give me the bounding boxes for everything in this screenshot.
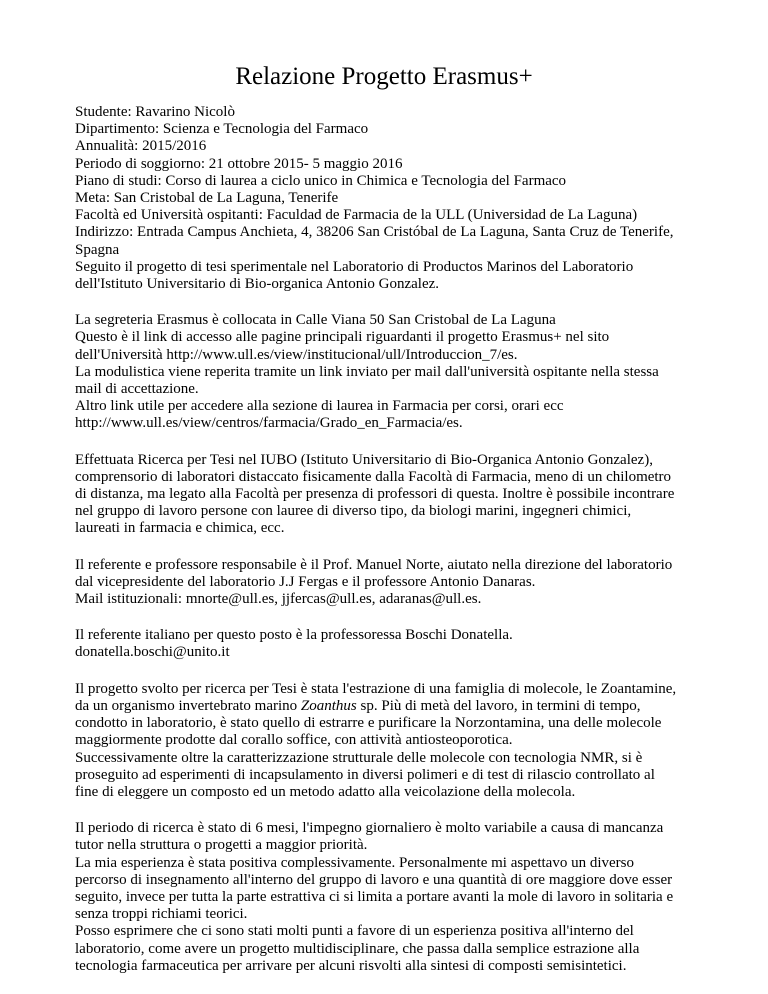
student-info-section xyxy=(75,104,728,293)
research-line-4: nel gruppo di lavoro persone con lauree di diverso tipo, da biologi marini, ingegneri chimici, xyxy=(75,503,632,520)
supervisor-line-2: dal vicepresidente del laboratorio J.J Fergas e il professore Antonio Danaras. xyxy=(75,573,536,590)
experience-line-1: Il periodo di ricerca è stato di 6 mesi, l'impegno giornaliero è molto variabile a causa di mancanza xyxy=(75,820,664,837)
italian-contact-section xyxy=(75,627,728,661)
experience-line-4: percorso di insegnamento all'interno del gruppo di lavoro e una quantità di ore maggiore dove esser xyxy=(75,871,673,888)
experience-line-5: seguito, invece per tutta la parte estrattiva ci si limita a portare avanti la mole di lavoro in solitaria e xyxy=(75,888,674,905)
project-section xyxy=(75,681,728,801)
species-name: Zoanthus xyxy=(300,697,357,714)
pharmacy-link-intro: Altro link utile per accedere alla sezione di laurea in Farmacia per corsi, orari ecc xyxy=(75,398,564,415)
project-line-2-start: da un organismo invertebrato marino xyxy=(75,697,301,714)
erasmus-link: dell'Università http://www.ull.es/view/institucional/ull/Introduccion_7/es. xyxy=(75,346,518,363)
host-university: Facoltà ed Università ospitanti: Faculdad de Farmacia de la ULL (Universidad de La Laguna) xyxy=(75,207,638,224)
project-line-3: condotto in laboratorio, è stato quello di estrarre e purificare la Norzontamina, una delle molecole xyxy=(75,715,662,732)
project-line-1: Il progetto svolto per ricerca per Tesi è stata l'estrazione di una famiglia di molecole, le Zoantamine, xyxy=(75,680,677,697)
project-line-7: fine di eleggere un composto ed un metodo adatto alla veicolazione della molecola. xyxy=(75,783,576,800)
experience-line-2: tutor nella struttura o progetti a maggior priorità. xyxy=(75,837,368,854)
supervisor-line-1: Il referente e professore responsabile è il Prof. Manuel Norte, aiutato nella direzione del laboratorio xyxy=(75,556,673,573)
experience-section xyxy=(75,820,728,975)
supervisor-emails: Mail istituzionali: mnorte@ull.es, jjfercas@ull.es, adaranas@ull.es. xyxy=(75,591,482,608)
department: Dipartimento: Scienza e Tecnologia del Farmaco xyxy=(75,121,369,138)
project-line-4: maggiormente prodotte dal corallo soffice, con attività antiosteoporotica. xyxy=(75,732,513,749)
experience-line-8: laboratorio, come avere un progetto multidisciplinare, che passa dalla semplice estrazione alla xyxy=(75,940,640,957)
student-name: Studente: Ravarino Nicolò xyxy=(75,104,235,120)
academic-year: Annualità: 2015/2016 xyxy=(75,138,207,155)
project-line-2-end: sp. Più di metà del lavoro, in termini di tempo, xyxy=(356,697,641,714)
research-line-2: comprensorio di laboratori distaccato fisicamente dalla Facoltà di Farmacia, meno di un chilometro xyxy=(75,468,672,485)
office-links-section xyxy=(75,312,728,432)
italian-contact-email: donatella.boschi@unito.it xyxy=(75,644,230,661)
italian-contact-line: Il referente italiano per questo posto è la professoressa Boschi Donatella. xyxy=(75,627,513,644)
forms-info-line-2: mail di accettazione. xyxy=(75,381,199,398)
erasmus-link-intro: Questo è il link di accesso alle pagine principali riguardanti il progetto Erasmus+ nel sito xyxy=(75,329,610,346)
project-line-6: proseguito ad esperimenti di incapsulamento in diversi polimeri e di test di rilascio controllato al xyxy=(75,766,655,783)
page-title: Relazione Progetto Erasmus+ xyxy=(235,63,533,90)
research-line-5: laureati in farmacia e chimica, ecc. xyxy=(75,520,285,537)
experience-line-6: senza troppi richiami teorici. xyxy=(75,906,248,923)
address-line-1: Indirizzo: Entrada Campus Anchieta, 4, 38206 San Cristóbal de La Laguna, Santa Cruz de Tenerife, xyxy=(75,224,674,241)
address-line-2: Spagna xyxy=(75,241,120,258)
forms-info-line-1: La modulistica viene reperita tramite un link inviato per mail dall'università ospitante nella stessa xyxy=(75,363,659,380)
research-section xyxy=(75,452,728,538)
experience-line-3: La mia esperienza è stata positiva complessivamente. Personalmente mi aspettavo un diverso xyxy=(75,854,634,871)
experience-line-7: Posso esprimere che ci sono stati molti punti a favore di un esperienza positiva all'interno del xyxy=(75,923,634,940)
stay-period: Periodo di soggiorno: 21 ottobre 2015- 5 maggio 2016 xyxy=(75,155,403,172)
project-line-2 xyxy=(75,698,728,715)
supervisor-section xyxy=(75,557,728,609)
destination: Meta: San Cristobal de La Laguna, Tenerife xyxy=(75,190,339,207)
office-address: La segreteria Erasmus è collocata in Calle Viana 50 San Cristobal de La Laguna xyxy=(75,312,556,329)
experience-line-9: tecnologia farmaceutica per arrivare per alcuni risvolti alla sintesi di composti semisintetici. xyxy=(75,957,627,974)
pharmacy-link: http://www.ull.es/view/centros/farmacia/Grado_en_Farmacia/es. xyxy=(75,415,463,432)
thesis-lab-line-2: dell'Istituto Universitario di Bio-organica Antonio Gonzalez. xyxy=(75,276,440,293)
study-plan: Piano di studi: Corso di laurea a ciclo unico in Chimica e Tecnologia del Farmaco xyxy=(75,172,567,189)
thesis-lab-line-1: Seguito il progetto di tesi sperimentale nel Laboratorio di Productos Marinos del Laboratorio xyxy=(75,258,634,275)
research-line-3: di distanza, ma legato alla Facoltà per presenza di professori di questa. Inoltre è possibile incontrare xyxy=(75,486,675,503)
research-line-1: Effettuata Ricerca per Tesi nel IUBO (Istituto Universitario di Bio-Organica Antonio Gonzalez), xyxy=(75,451,653,468)
project-line-5: Successivamente oltre la caratterizzazione strutturale delle molecole con tecnologia NMR, si è xyxy=(75,749,643,766)
